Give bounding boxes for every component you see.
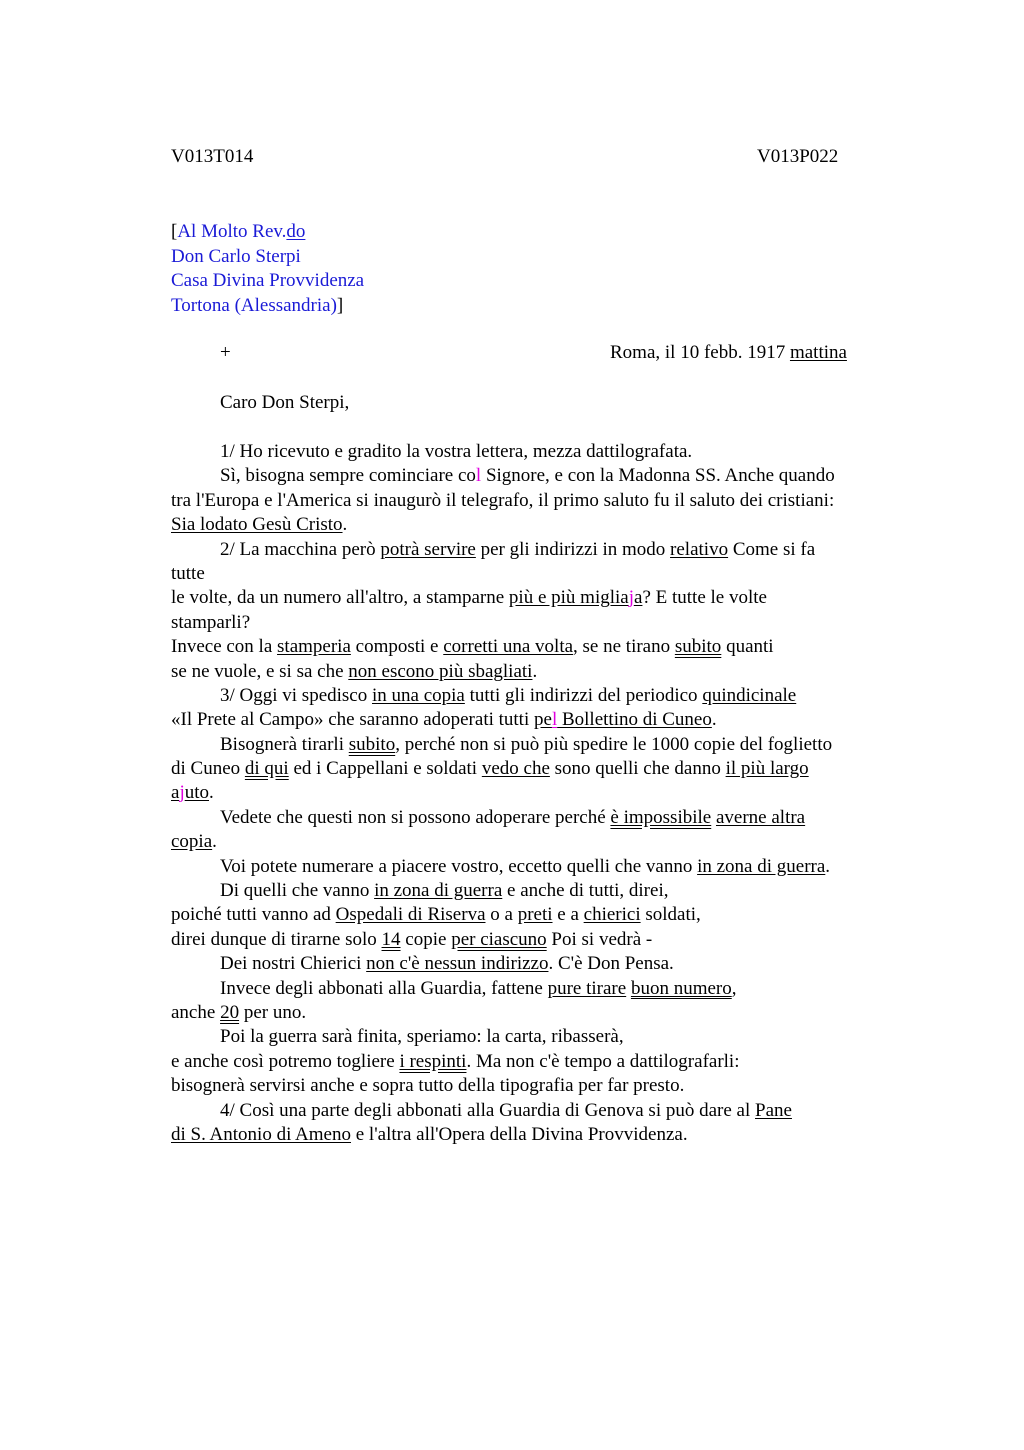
text-segment: . xyxy=(825,855,831,877)
text-segment: . C'è Don Pensa. xyxy=(548,953,674,975)
text-line xyxy=(171,464,901,488)
text-segment: di S. Antonio di Ameno xyxy=(171,1123,351,1145)
text-segment: «Il Prete al Campo» che saranno adoperati tutti xyxy=(171,709,534,731)
text-segment: . Ma non c'è tempo a dattilografarli: xyxy=(466,1050,740,1072)
text-line xyxy=(171,562,901,586)
text-segment: Ospedali di Riserva xyxy=(335,904,486,926)
text-segment: chierici xyxy=(583,904,641,926)
text-segment: direi dunque di tirarne solo xyxy=(171,928,382,950)
text-segment: averne altra xyxy=(715,806,806,828)
text-segment: copia xyxy=(171,831,213,853)
text-line xyxy=(171,855,901,879)
address-recipient-title-abbr: do xyxy=(286,221,306,242)
text-segment: soldati, xyxy=(640,904,701,926)
letter-body xyxy=(171,440,901,1147)
text-segment: 1/ Ho ricevuto e gradito la vostra lettera, mezza dattilografata. xyxy=(220,441,693,462)
text-segment: pure tirare xyxy=(547,977,627,999)
text-segment: e anche così potremo togliere xyxy=(171,1050,400,1072)
dateline xyxy=(610,342,847,364)
text-segment: ? E tutte le volte xyxy=(642,587,767,609)
cross-mark: + xyxy=(220,342,231,363)
text-segment: 3/ Oggi vi spedisco xyxy=(220,684,372,706)
text-segment: e a xyxy=(552,904,584,926)
text-segment: Poi si vedrà - xyxy=(546,928,653,950)
text-segment: 4/ Così una parte degli abbonati alla Guardia di Genova si può dare al xyxy=(220,1099,756,1121)
text-line xyxy=(171,538,901,562)
text-segment: Di quelli che vanno xyxy=(220,880,375,902)
text-segment: subito xyxy=(348,733,396,755)
text-segment: Pane xyxy=(755,1099,792,1121)
text-segment: tra l'Europa e l'America si inaugurò il telegrafo, il primo saluto fu il saluto dei cristiani: xyxy=(171,489,835,511)
text-segment: non c'è nessun indirizzo xyxy=(366,953,549,975)
text-line xyxy=(171,1025,901,1049)
text-segment: quanti xyxy=(721,636,774,658)
text-segment: 20 xyxy=(220,1001,240,1023)
text-segment: . xyxy=(711,709,717,731)
text-segment: , perché non si può più spedire le 1000 copie del foglietto xyxy=(395,733,833,755)
text-segment: l xyxy=(551,709,558,731)
text-line xyxy=(171,1123,901,1147)
text-line xyxy=(171,684,901,708)
text-line xyxy=(171,1001,901,1025)
text-line xyxy=(171,440,901,464)
text-segment: sono quelli che danno xyxy=(549,758,726,780)
text-segment: vedo che xyxy=(481,758,550,780)
text-segment: se ne vuole, e si sa che xyxy=(171,660,349,682)
text-segment: pe xyxy=(534,709,552,731)
address-recipient-title: Al Molto Rev. xyxy=(177,221,287,242)
text-line xyxy=(171,806,901,830)
text-segment: potrà servire xyxy=(380,538,476,560)
text-segment: le volte, da un numero all'altro, a stamparne xyxy=(171,587,509,609)
text-segment: di Cuneo xyxy=(171,758,245,780)
text-segment: il più largo xyxy=(725,758,809,780)
text-segment: composti e xyxy=(350,636,444,658)
date-place: Roma, il 10 febb. 1917 xyxy=(610,342,790,363)
text-segment: relativo xyxy=(670,538,729,560)
text-line xyxy=(171,903,901,927)
text-segment: a xyxy=(171,782,180,804)
text-segment: preti xyxy=(517,904,553,926)
date-time-of-day: mattina xyxy=(789,342,847,363)
text-segment: Invece con la xyxy=(171,636,278,658)
text-segment: buon numero xyxy=(630,977,732,999)
text-segment: Signore, e con la Madonna SS. Anche quando xyxy=(481,465,835,487)
document-ref-right: V013P022 xyxy=(757,146,839,167)
text-line xyxy=(171,635,901,659)
text-segment: poiché tutti vanno ad xyxy=(171,904,336,926)
text-segment: ed i Cappellani e soldati xyxy=(288,758,482,780)
text-segment: per gli indirizzi in modo xyxy=(475,538,671,560)
text-line xyxy=(171,1099,901,1123)
text-segment: in una copia xyxy=(372,684,465,706)
text-segment: in zona di guerra xyxy=(374,880,503,902)
text-segment: , xyxy=(731,977,737,999)
text-segment: Poi la guerra sarà finita, speriamo: la carta, ribasserà, xyxy=(220,1026,624,1048)
text-segment: Dei nostri Chierici xyxy=(220,953,367,975)
text-line xyxy=(171,879,901,903)
text-segment: e anche di tutti, direi, xyxy=(502,880,669,902)
text-segment: j xyxy=(628,587,634,609)
address-close-bracket: ] xyxy=(336,294,344,316)
text-segment: a xyxy=(634,587,643,609)
text-line xyxy=(171,830,901,854)
text-line xyxy=(171,781,901,805)
text-segment: Invece degli abbonati alla Guardia, fattene xyxy=(220,977,548,999)
text-segment: 2/ La macchina però xyxy=(220,538,381,560)
text-segment: per ciascuno xyxy=(451,928,547,950)
text-segment: stamparli? xyxy=(171,611,251,633)
text-segment: tutte xyxy=(171,562,205,584)
text-segment: di qui xyxy=(244,758,289,780)
text-segment: e l'altra all'Opera della Divina Provvidenza. xyxy=(351,1123,688,1145)
text-segment: subito xyxy=(674,636,722,658)
text-segment: , se ne tirano xyxy=(573,636,675,658)
text-line xyxy=(171,489,901,513)
address-line-3: Casa Divina Provvidenza xyxy=(171,270,365,291)
text-segment: o a xyxy=(485,904,518,926)
text-line xyxy=(171,952,901,976)
text-segment: uto xyxy=(184,782,209,804)
address-line-2: Don Carlo Sterpi xyxy=(171,245,301,267)
address-line-1 xyxy=(171,220,364,245)
text-segment: Vedete che questi non si possono adoperare perché xyxy=(220,806,611,828)
address-open-bracket: [ xyxy=(171,221,178,242)
text-segment: tutti gli indirizzi del periodico xyxy=(464,684,703,706)
address-city: Tortona (Alessandria) xyxy=(171,294,337,316)
text-segment: per uno. xyxy=(239,1001,307,1023)
text-line xyxy=(171,1074,901,1098)
text-line xyxy=(171,611,901,635)
text-line xyxy=(171,757,901,781)
text-segment: . xyxy=(532,660,538,682)
address-block xyxy=(171,220,364,318)
text-line xyxy=(171,928,901,952)
text-segment: l xyxy=(475,465,482,487)
text-segment: j xyxy=(179,782,185,804)
text-line xyxy=(171,513,901,537)
text-segment: Bollettino di Cuneo xyxy=(557,709,712,731)
text-segment: più e più miglia xyxy=(508,587,629,609)
document-ref-left: V013T014 xyxy=(171,146,254,167)
text-segment: Voi potete numerare a piacere vostro, eccetto quelli che vanno xyxy=(220,855,698,877)
text-segment: corretti una volta xyxy=(443,636,574,658)
text-segment: Sia lodato Gesù Cristo xyxy=(171,514,343,536)
text-segment: è impossibile xyxy=(610,806,712,828)
address-line-4 xyxy=(171,294,364,319)
text-segment: 14 xyxy=(381,928,401,950)
greeting: Caro Don Sterpi, xyxy=(220,392,350,413)
text-segment: Bisognerà tirarli xyxy=(220,733,349,755)
text-segment: Come si fa xyxy=(728,538,816,560)
text-line xyxy=(171,660,901,684)
text-segment: non escono più sbagliati xyxy=(348,660,533,682)
text-segment: copie xyxy=(400,928,452,950)
text-line xyxy=(171,708,901,732)
text-segment: quindicinale xyxy=(702,684,797,706)
text-line xyxy=(171,1050,901,1074)
text-segment: i respinti xyxy=(399,1050,467,1072)
text-segment: Sì, bisogna sempre cominciare co xyxy=(220,465,476,487)
text-line xyxy=(171,586,901,610)
text-line xyxy=(171,733,901,757)
text-segment: . xyxy=(342,514,348,536)
text-segment: stamperia xyxy=(277,636,351,658)
text-line xyxy=(171,977,901,1001)
text-segment: bisognerà servirsi anche e sopra tutto della tipografia per far presto. xyxy=(171,1075,685,1097)
text-segment: anche xyxy=(171,1001,221,1023)
text-segment: . xyxy=(209,782,214,804)
text-segment: in zona di guerra xyxy=(697,855,826,877)
text-segment: . xyxy=(212,831,217,853)
